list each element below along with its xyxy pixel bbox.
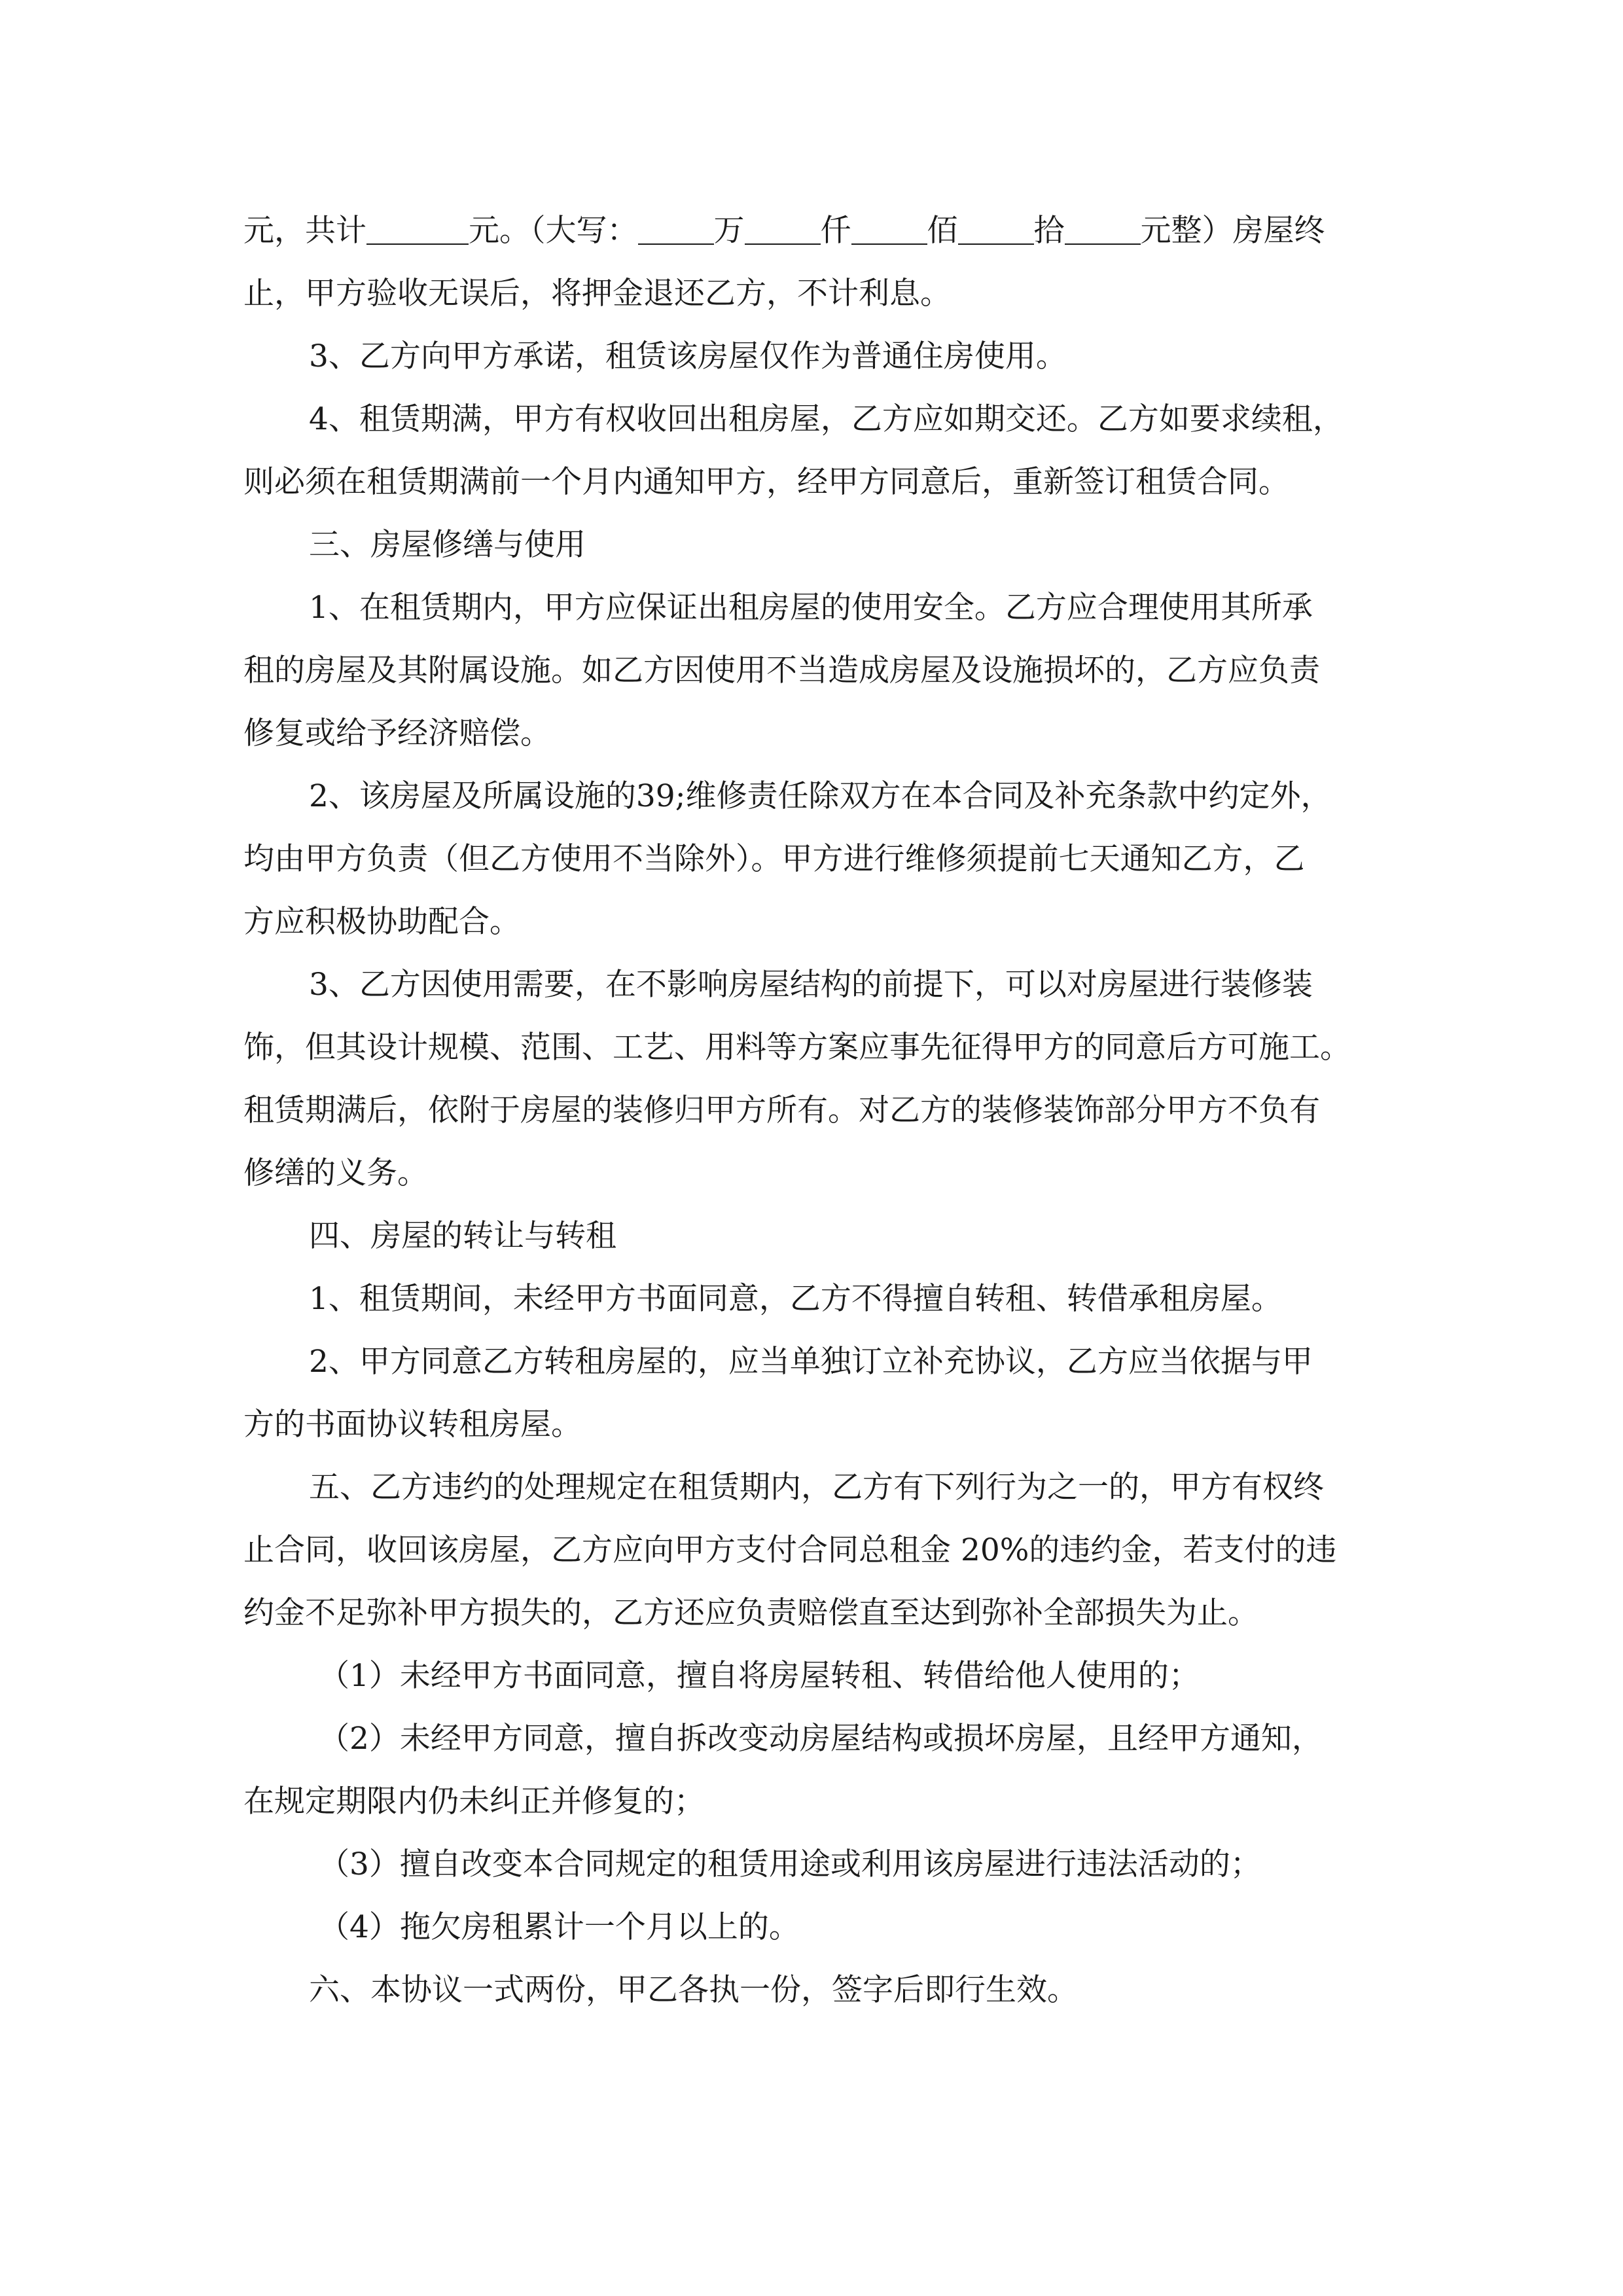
clause-3-3-line-4: 修缮的义务。 <box>243 1155 428 1191</box>
shi-blank[interactable] <box>958 208 1034 245</box>
paragraph-line: 止，甲方验收无误后，将押金退还乙方，不计利息。 <box>243 276 951 312</box>
text-segment: 元，共计 <box>243 213 366 249</box>
clause-3-2-line-1: 2、该房屋及所属设施的39;维修责任除双方在本合同及补充条款中约定外， <box>309 778 1332 814</box>
yuan-blank[interactable] <box>1065 208 1141 245</box>
clause-3-1-line-3: 修复或给予经济赔偿。 <box>243 715 551 751</box>
clause-4-1: 1、租赁期间，未经甲方书面同意，乙方不得擅自转租、转借承租房屋。 <box>309 1281 1282 1317</box>
section-heading-4: 四、房屋的转让与转租 <box>309 1218 616 1254</box>
clause-3-3-line-2: 饰，但其设计规模、范围、工艺、用料等方案应事先征得甲方的同意后方可施工。 <box>243 1030 1351 1066</box>
text-segment: 拾 <box>1033 213 1065 249</box>
bai-blank[interactable] <box>851 208 927 245</box>
clause-3-3-line-3: 租赁期满后，依附于房屋的装修归甲方所有。对乙方的装修装饰部分甲方不负有 <box>243 1092 1320 1128</box>
text-segment: 万 <box>713 213 745 249</box>
text-segment: 佰 <box>927 213 958 249</box>
clause-2-4-line-1: 4、租赁期满，甲方有权收回出租房屋，乙方应如期交还。乙方如要求续租， <box>309 401 1344 437</box>
wan-blank[interactable] <box>638 208 714 245</box>
text-segment: 元整）房屋终 <box>1140 213 1325 249</box>
clause-3-1-line-2: 租的房屋及其附属设施。如乙方因使用不当造成房屋及设施损坏的，乙方应负责 <box>243 653 1320 689</box>
clause-2-3: 3、乙方向甲方承诺，租赁该房屋仅作为普通住房使用。 <box>309 338 1067 374</box>
section-5-line-3: 约金不足弥补甲方损失的，乙方还应负责赔偿直至达到弥补全部损失为止。 <box>243 1595 1258 1631</box>
breach-item-3: （3）擅自改变本合同规定的租赁用途或利用该房屋进行违法活动的； <box>319 1846 1261 1882</box>
clause-3-2-line-3: 方应积极协助配合。 <box>243 904 520 940</box>
qian-blank[interactable] <box>745 208 821 245</box>
deposit-amount-line <box>243 200 1325 262</box>
clause-4-2-line-2: 方的书面协议转租房屋。 <box>243 1407 582 1443</box>
breach-item-1: （1）未经甲方书面同意，擅自将房屋转租、转借给他人使用的； <box>319 1658 1200 1694</box>
text-segment: 仟 <box>820 213 851 249</box>
clause-3-2-line-2: 均由甲方负责（但乙方使用不当除外）。甲方进行维修须提前七天通知乙方，乙 <box>243 841 1305 877</box>
breach-item-4: （4）拖欠房租累计一个月以上的。 <box>319 1909 800 1945</box>
text-segment: 元。（大写： <box>469 213 638 249</box>
clause-4-2-line-1: 2、甲方同意乙方转租房屋的，应当单独订立补充协议，乙方应当依据与甲 <box>309 1344 1313 1380</box>
clause-2-4-line-2: 则必须在租赁期满前一个月内通知甲方，经甲方同意后，重新签订租赁合同。 <box>243 464 1289 500</box>
breach-item-2-line-1: （2）未经甲方同意，擅自拆改变动房屋结构或损坏房屋，且经甲方通知， <box>319 1721 1323 1757</box>
breach-item-2-line-2: 在规定期限内仍未纠正并修复的； <box>243 1784 705 1820</box>
total-amount-blank[interactable] <box>366 208 469 245</box>
section-5-line-1: 五、乙方违约的处理规定在租赁期内，乙方有下列行为之一的，甲方有权终 <box>309 1469 1324 1505</box>
clause-3-3-line-1: 3、乙方因使用需要，在不影响房屋结构的前提下，可以对房屋进行装修装 <box>309 967 1313 1003</box>
section-5-line-2: 止合同，收回该房屋，乙方应向甲方支付合同总租金 20%的违约金，若支付的违 <box>243 1532 1337 1568</box>
section-heading-3: 三、房屋修缮与使用 <box>309 527 586 563</box>
clause-3-1-line-1: 1、在租赁期内，甲方应保证出租房屋的使用安全。乙方应合理使用其所承 <box>309 590 1313 626</box>
section-heading-6: 六、本协议一式两份，甲乙各执一份，签字后即行生效。 <box>309 1972 1078 2008</box>
